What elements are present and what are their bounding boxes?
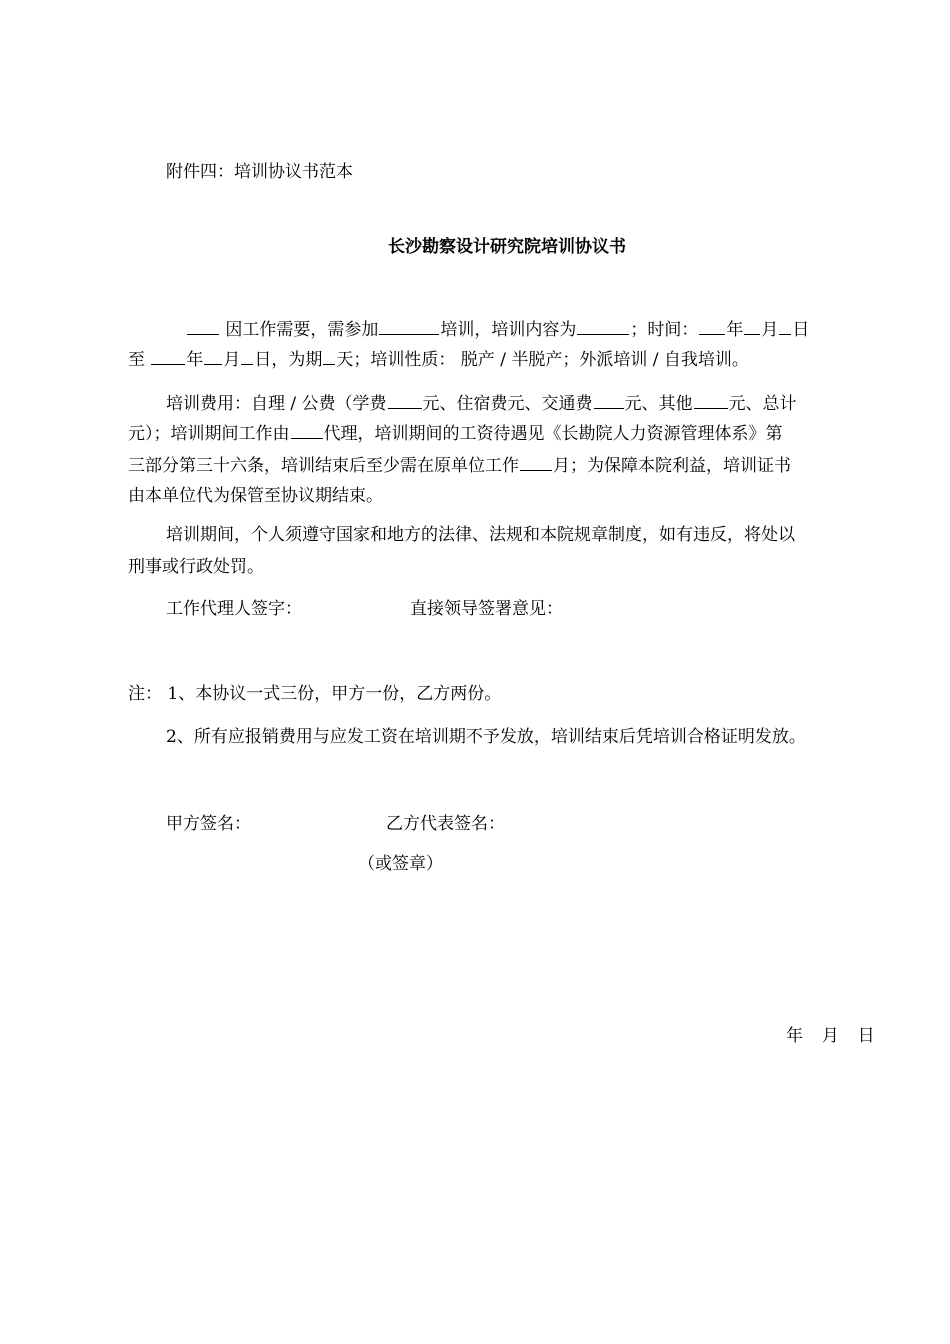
para1-text: 年 (186, 350, 204, 370)
other-blank[interactable] (694, 390, 728, 409)
deputy-blank[interactable] (291, 420, 323, 439)
para1-text: 月 (223, 350, 241, 370)
date-year: 年 (786, 1026, 803, 1046)
end-day-blank[interactable] (241, 346, 253, 365)
para1-text: 日 (792, 320, 810, 340)
para2-text: 月；为保障本院利益，培训证书 (553, 456, 791, 476)
para3-line1: 培训期间，个人须遵守国家和地方的法律、法规和本院规章制度，如有违反，将处以 (166, 525, 795, 545)
start-year-blank[interactable] (699, 316, 725, 335)
training-name-blank[interactable] (379, 316, 439, 335)
para2-text: 元、住宿费元、交通费 (422, 394, 593, 414)
note-2: 2、所有应报销费用与应发工资在培训期不予发放，培训结束后凭培训合格证明发放。 (166, 727, 806, 747)
para2-line3 (128, 452, 870, 476)
para2-text: 元）；培训期间工作由 (128, 424, 290, 444)
agent-signature-label: 工作代理人签字： (166, 599, 302, 619)
para2-line4: 由本单位代为保管至协议期结束。 (128, 486, 383, 506)
date-day: 日 (857, 1026, 875, 1046)
para1-text: 至 (128, 350, 145, 370)
para2-text: 元、其他 (624, 394, 693, 414)
para2-text: 元、总计 (728, 394, 797, 414)
para1-text: 日，为期 (254, 350, 323, 370)
tuition-blank[interactable] (388, 390, 422, 409)
para1-text: 天；培训性质： 脱产 / 半脱产；外派培训 / 自我培训。 (336, 350, 749, 370)
party-b-signature-label: 乙方代表签名： (386, 814, 505, 834)
para1-text: 因工作需要，需参加 (225, 320, 379, 340)
para2-text: 培训费用：自理 / 公费（学费 (166, 394, 387, 414)
para1-text: ；时间： (630, 320, 699, 340)
para1-text: 月 (761, 320, 779, 340)
para1-text: 年 (726, 320, 744, 340)
start-month-blank[interactable] (744, 316, 760, 335)
para2-line2 (128, 420, 870, 444)
para1-text: 培训，培训内容为 (440, 320, 577, 340)
leader-opinion-label: 直接领导签署意见： (410, 599, 563, 619)
document-title: 长沙勘察设计研究院培训协议书 (388, 237, 626, 257)
end-year-blank[interactable] (151, 346, 185, 365)
para2-text: 代理，培训期间的工资待遇见《长勘院人力资源管理体系》第 (323, 424, 783, 444)
transport-blank[interactable] (594, 390, 624, 409)
para2-line1 (128, 390, 870, 414)
service-months-blank[interactable] (520, 452, 552, 471)
duration-blank[interactable] (323, 346, 335, 365)
date-month: 月 (821, 1026, 839, 1046)
date-line (786, 1024, 875, 1048)
seal-label: （或签章） (358, 854, 443, 874)
para2-text: 三部分第三十六条，培训结束后至少需在原单位工作 (128, 456, 519, 476)
note-1: 注： 1、本协议一式三份，甲方一份，乙方两份。 (128, 684, 502, 704)
attachment-label: 附件四：培训协议书范本 (166, 162, 353, 182)
content-blank[interactable] (577, 316, 629, 335)
para1-line1 (128, 316, 870, 340)
name-blank[interactable] (187, 316, 219, 335)
start-day-blank[interactable] (779, 316, 791, 335)
party-a-signature-label: 甲方签名： (166, 814, 251, 834)
para3-line2: 刑事或行政处罚。 (128, 557, 264, 577)
para1-line2 (128, 346, 749, 370)
end-month-blank[interactable] (204, 346, 222, 365)
